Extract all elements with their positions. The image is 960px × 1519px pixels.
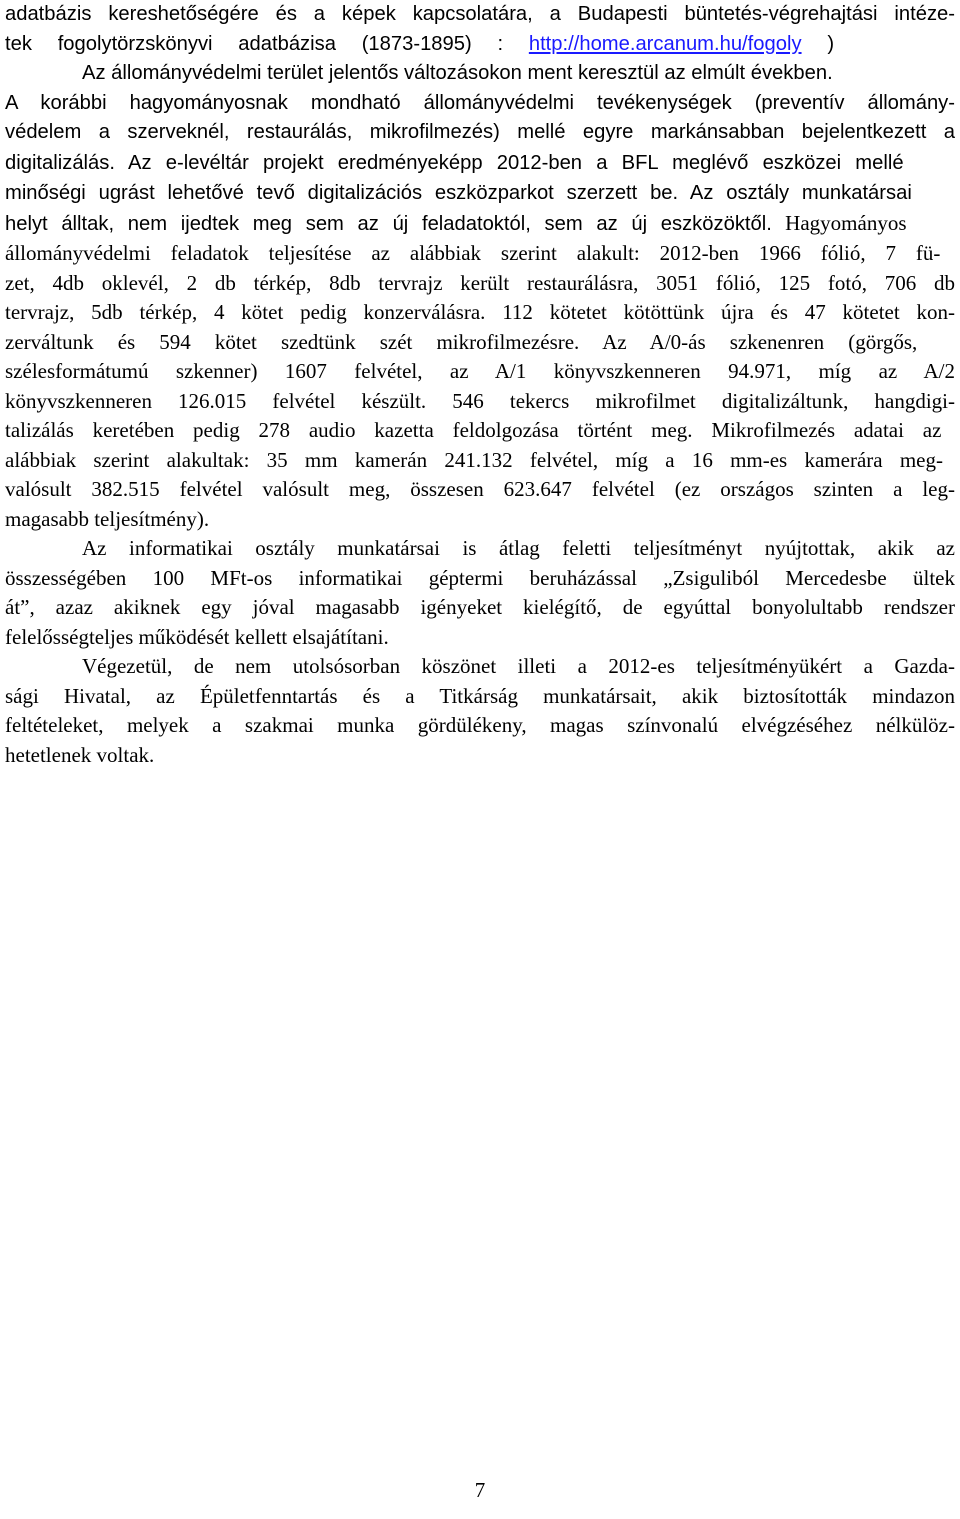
text-line: A korábbi hagyományosnak mondható állományvédelmi tevékenységek (preventív állomány- [5,91,955,114]
text-line [5,209,955,240]
text-line: alábbiak szerint alakultak: 35 mm kamerán 241.132 felvétel, míg a 16 mm-es kamerára meg- [5,447,943,472]
text-line [5,30,955,60]
text-line: tervrajz, 5db térkép, 4 kötet pedig konzerválásra. 112 kötetet kötöttünk újra és 47 kötetet kon- [5,300,955,324]
text-line: adatbázis kereshetőségére és a képek kapcsolatára, a Budapesti büntetés-végrehajtási intéze- [5,3,955,25]
text-line: összességében 100 MFt-os informatikai géptermi beruházással „Zsiguliból Mercedesbe ültek [5,565,955,590]
text-line: zerváltunk és 594 kötet szedtünk szét mikrofilmezésre. Az A/0-ás szkenenren (görgős, [5,329,918,354]
text-line: feltételeket, melyek a szakmai munka gördülékeny, magas színvonalú elvégzéséhez nélkülöz- [5,713,955,737]
text-line: felelősségteljes működését kellett elsajátítani. [5,624,389,649]
text-line [5,178,955,209]
paragraph-start: Az állományvédelmi terület jelentős változásokon ment keresztül az elmúlt években. [82,62,833,84]
page-number: 7 [474,1478,486,1502]
text-line: át”, azaz akiknek egy jóval magasabb igényeket kielégítő, de egyúttal bonyolultabb rendszer [5,595,955,619]
text-line: szélesformátumú szkenner) 1607 felvétel, az A/1 könyvszkenneren 94.971, míg az A/2 [5,359,955,383]
text-line: valósult 382.515 felvétel valósult meg, összesen 623.647 felvétel (ez országos szinten a leg- [5,477,955,501]
paragraph-start: Végezetül, de nem utolsósorban köszönet illeti a 2012-es teljesítményükért a Gazda- [82,654,955,678]
text-span: Hagyományos [771,210,907,235]
text-line: sági Hivatal, az Épületfenntartás és a Titkárság munkatársait, akik biztosították mindazon [5,683,955,708]
text-span: helyt álltak, nem ijedtek meg sem az új feladatoktól, sem az új eszközöktől. [5,212,772,235]
text-line: zet, 4db oklevél, 2 db térkép, 8db tervrajz került restaurálásra, 3051 fólió, 125 fotó, 706 db [5,270,955,295]
text-line: talizálás keretében pedig 278 audio kazetta feldolgozása történt meg. Mikrofilmezés adatai az [5,418,942,442]
text-span: ) [801,32,835,55]
text-span: Az e-levéltár projekt eredményeképp 2012-ben a BFL meglévő eszközei mellé [114,151,904,174]
document-body [5,0,955,770]
text-line: állományvédelmi feladatok teljesítése az alábbiak szerint alakult: 2012-ben 1966 fólió, 7 fü- [5,241,941,265]
text-span: tek fogolytörzskönyvi adatbázisa (1873-1895) : [5,32,529,55]
text-line: könyvszkenneren 126.015 felvétel készült. 546 tekercs mikrofilmet digitalizáltunk, hangdigi- [5,388,955,413]
fogoly-database-link[interactable]: http://home.arcanum.hu/fogoly [528,32,802,55]
text-line: védelem a szerveknél, restaurálás, mikrofilmezés) mellé egyre markánsabban bejelentkezett a [5,121,955,143]
text-span: minőségi ugrást lehetővé tevő digitalizációs eszközparkot szerzett be. [5,182,679,204]
text-span: digitalizálás. [5,151,115,174]
paragraph-start: Az informatikai osztály munkatársai is átlag feletti teljesítményt nyújtottak, akik az [82,536,955,560]
text-line [5,148,955,179]
text-line: magasabb teljesítmény). [5,506,210,531]
text-span: Az osztály munkatársai [678,182,912,204]
text-line: hetetlenek voltak. [5,742,155,767]
